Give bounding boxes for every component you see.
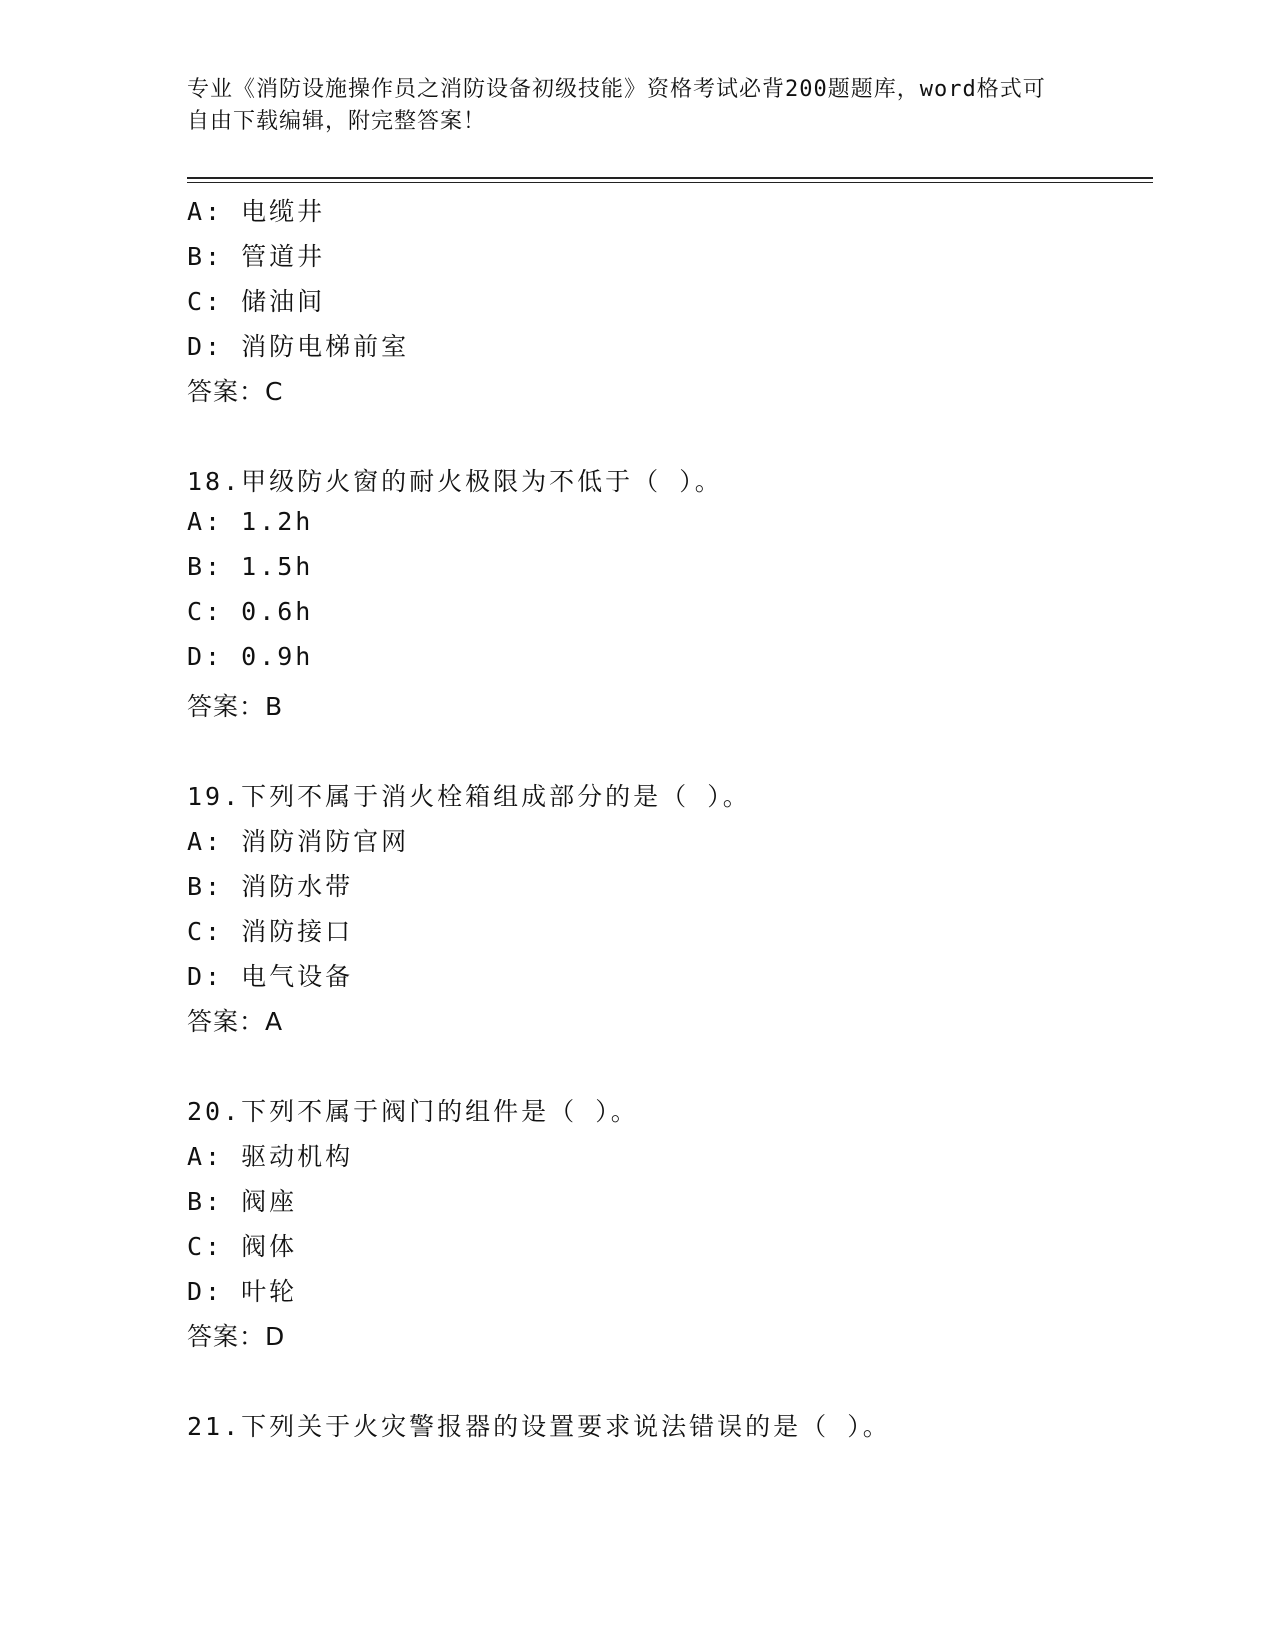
q18-option-b: B: 1.5h [187, 552, 314, 581]
q17-option-a: A: 电缆井 [187, 197, 326, 226]
q17-answer: 答案：C [187, 377, 284, 406]
q18-stem: 18.甲级防火窗的耐火极限为不低于（ ）。 [187, 467, 723, 496]
q18-option-a: A: 1.2h [187, 507, 314, 536]
q18-option-d: D: 0.9h [187, 642, 314, 671]
q19-option-b: B: 消防水带 [187, 872, 354, 901]
q17-option-c: C: 储油间 [187, 287, 326, 316]
q20-option-a: A: 驱动机构 [187, 1142, 354, 1171]
q17-option-b: B: 管道井 [187, 242, 326, 271]
q19-answer: 答案：A [187, 1007, 284, 1036]
document-header-title: 专业《消防设施操作员之消防设备初级技能》资格考试必背200题题库，word格式可自由下载编辑，附完整答案！ [187, 77, 1046, 134]
q21-stem: 21.下列关于火灾警报器的设置要求说法错误的是（ ）。 [187, 1412, 891, 1441]
q20-option-c: C: 阀体 [187, 1232, 298, 1261]
q19-option-c: C: 消防接口 [187, 917, 354, 946]
header-divider-thick [187, 177, 1153, 179]
q20-option-d: D: 叶轮 [187, 1277, 298, 1306]
q20-answer: 答案：D [187, 1322, 286, 1351]
q20-option-b: B: 阀座 [187, 1187, 298, 1216]
q19-option-a: A: 消防消防官网 [187, 827, 410, 856]
q19-stem: 19.下列不属于消火栓箱组成部分的是（ ）。 [187, 782, 751, 811]
header-divider-thin [187, 182, 1153, 183]
q17-option-d: D: 消防电梯前室 [187, 332, 410, 361]
q18-answer: 答案：B [187, 692, 284, 721]
q19-option-d: D: 电气设备 [187, 962, 354, 991]
q18-option-c: C: 0.6h [187, 597, 314, 626]
q20-stem: 20.下列不属于阀门的组件是（ ）。 [187, 1097, 639, 1126]
